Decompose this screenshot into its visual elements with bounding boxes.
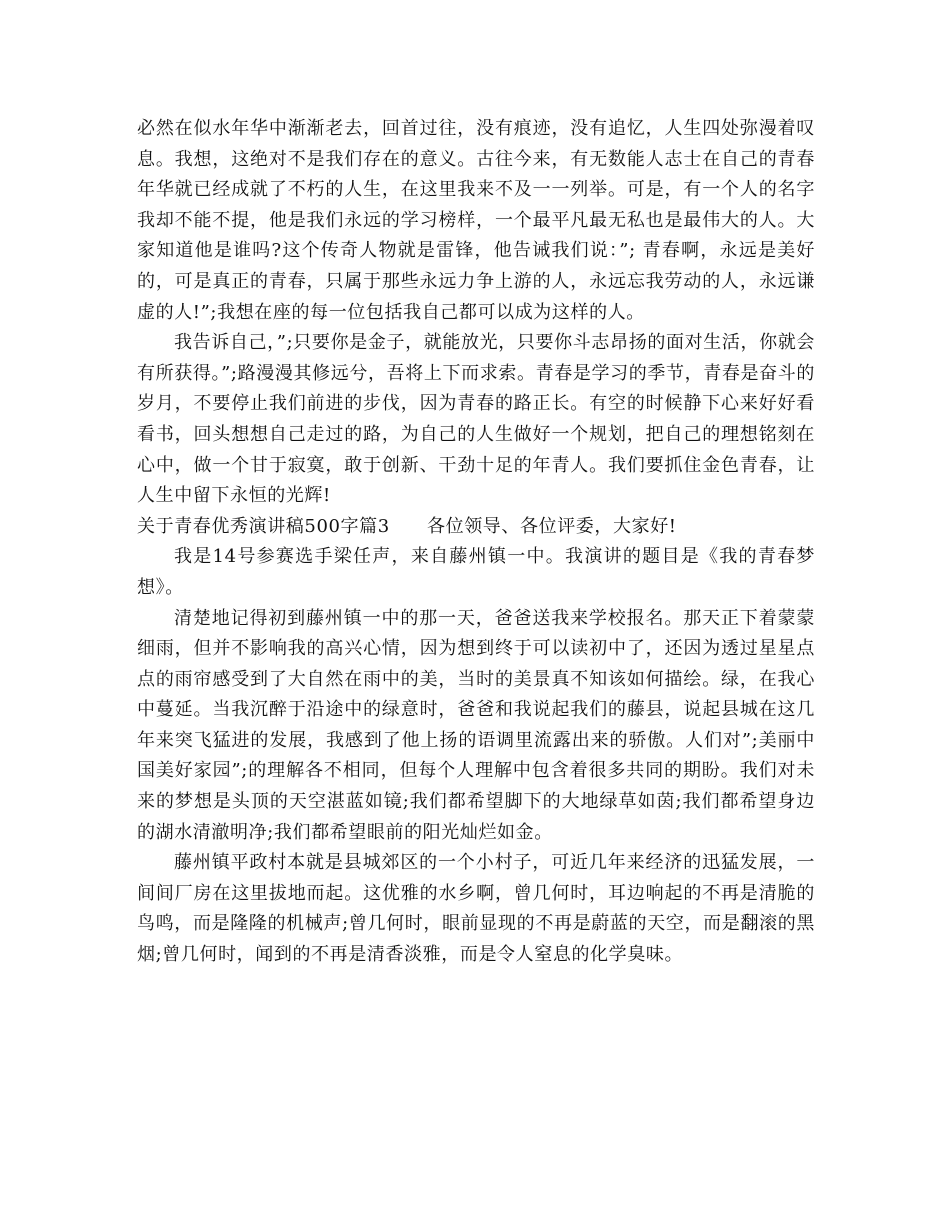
paragraph-5: 清楚地记得初到藤州镇一中的那一天，爸爸送我来学校报名。那天正下着蒙蒙细雨，但并不影响我的高兴心情，因为想到终于可以读初中了，还因为透过星星点点的雨帘感受到了大自然在雨中的美，当时的美景真不知该如何描绘。绿，在我心中蔓延。当我沉醉于沿途中的绿意时，爸爸和我说起我们的藤县，说起县城在这几年来突飞猛进的发展，我感到了他上扬的语调里流露出来的骄傲。人们对”;美丽中国美好家园”;的理解各不相同，但每个人理解中包含着很多共同的期盼。我们对未来的梦想是头顶的天空湛蓝如镜;我们都希望脚下的大地绿草如茵;我们都希望身边的湖水清澈明净;我们都希望眼前的阳光灿烂如金。 — [137, 607, 815, 843]
paragraph-2: 我告诉自己，”;只要你是金子，就能放光，只要你斗志昂扬的面对生活，你就会有所获得。”;路漫漫其修远兮，吾将上下而求索。青春是学习的季节，青春是奋斗的岁月，不要停止我们前进的步伐，因为青春的路正长。有空的时候静下心来好好看看书，回头想想自己走过的路，为自己的人生做好一个规划，把自己的理想铭刻在心中，做一个甘于寂寞，敢于创新、干劲十足的年青人。我们要抓住金色青春，让人生中留下永恒的光辉! — [137, 332, 815, 507]
section-heading-line: 关于青春优秀演讲稿500字篇3 各位领导、各位评委，大家好! — [137, 515, 677, 537]
paragraph-1: 必然在似水年华中渐渐老去，回首过往，没有痕迹，没有追忆，人生四处弥漫着叹息。我想，这绝对不是我们存在的意义。古往今来，有无数能人志士在自己的青春年华就已经成就了不朽的人生，在这里我来不及一一列举。可是，有一个人的名字我却不能不提，他是我们永远的学习榜样，一个最平凡最无私也是最伟大的人。大家知道他是谁吗?这个传奇人物就是雷锋，他告诫我们说：”; 青春啊，永远是美好的，可是真正的青春，只属于那些永远力争上游的人，永远忘我劳动的人，永远谦虚的人!”;我想在座的每一位包括我自己都可以成为这样的人。 — [137, 118, 815, 323]
paragraph-4: 我是14号参赛选手梁任声，来自藤州镇一中。我演讲的题目是《我的青春梦想》。 — [137, 546, 815, 598]
paragraph-6: 藤州镇平政村本就是县城郊区的一个小村子，可近几年来经济的迅猛发展，一间间厂房在这里拔地而起。这优雅的水乡啊，曾几何时，耳边响起的不再是清脆的鸟鸣，而是隆隆的机械声;曾几何时，眼前显现的不再是蔚蓝的天空，而是翻滚的黑烟;曾几何时，闻到的不再是清香淡雅，而是令人窒息的化学臭味。 — [137, 852, 815, 966]
document-body — [137, 114, 815, 971]
